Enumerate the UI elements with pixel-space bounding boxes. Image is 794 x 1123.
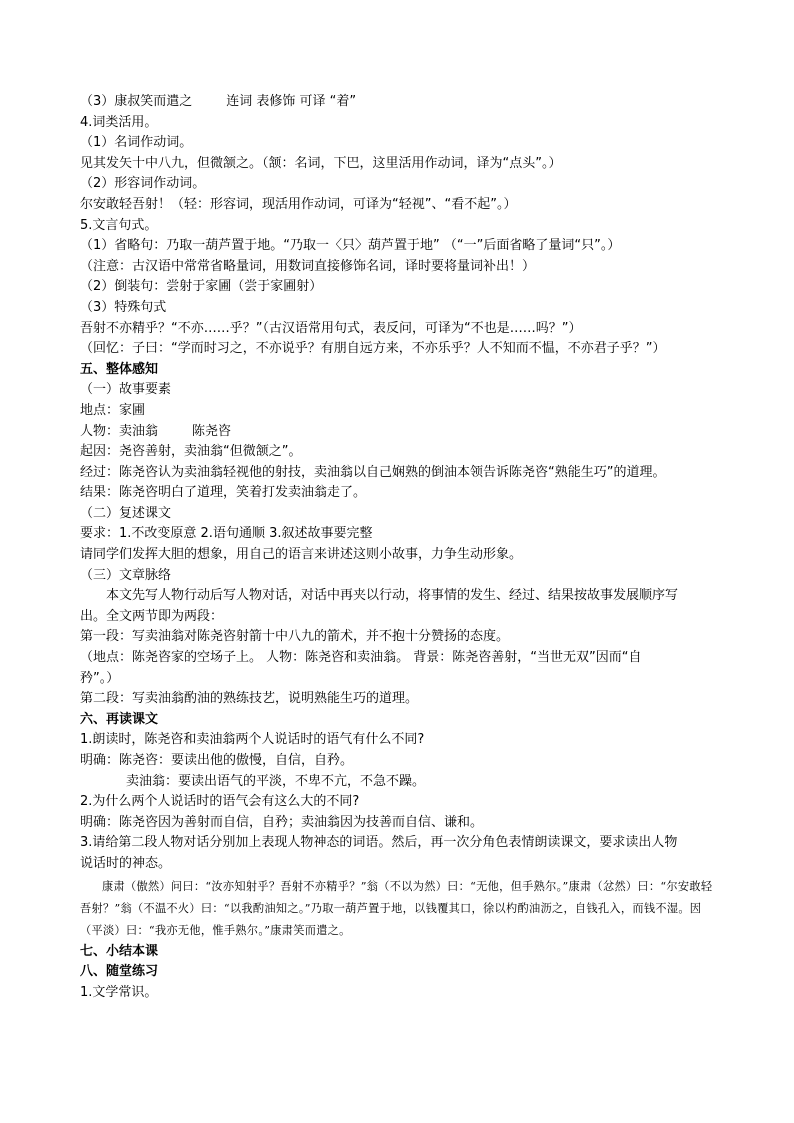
chapter-heading: 七、小结本课	[80, 943, 159, 959]
text-line: 见其发矢十中八九，但微颔之。（颔：名词，下巴，这里活用作动词，译为“点头”。）	[80, 155, 562, 171]
text-line: 起因：尧咨善射，卖油翁“但微颔之”。	[80, 444, 302, 460]
characters-line	[80, 422, 720, 443]
text-line: （1）省略句：乃取一葫芦置于地。“乃取一〈只〉葫芦置于地” （“一”后面省略了量词“只”。）	[80, 238, 621, 254]
text-line: 要求：1.不改变原意 2.语句通顺 3.叙述故事要完整	[80, 526, 373, 542]
subheading: （2）形容词作动词。	[80, 176, 206, 192]
subheading: （1）名词作动词。	[80, 135, 193, 151]
text-line: 尔安敢轻吾射！（轻：形容词，现活用作动词，可译为“轻视”、“看不起”。）	[80, 196, 517, 212]
document-page	[80, 92, 720, 1003]
subheading: （三）文章脉络	[80, 567, 172, 583]
text-line: 请同学们发挥大胆的想象，用自己的语言来讲述这则小故事，力争生动形象。	[80, 547, 523, 563]
answer-line: 明确：陈尧咨：要读出他的傲慢，自信，自矜。	[80, 753, 354, 768]
chapter-heading: 五、整体感知	[80, 361, 159, 377]
paragraph-start: 本文先写人物行动后写人物对话，对话中再夹以行动，将事情的发生、经过、结果按故事发展顺序写	[106, 588, 679, 604]
usage-example-line	[80, 92, 720, 113]
text-line: 吾射不亦精乎？“不亦……乎？”（古汉语常用句式，表反问，可译为“不也是……吗？”）	[80, 320, 582, 336]
subheading: （二）复述课文	[80, 505, 172, 521]
usage-note: 连词 表修饰 可译 “着”	[226, 94, 357, 109]
question-line: 1.朗读时，陈尧咨和卖油翁两个人说话时的语气有什么不同?	[80, 732, 425, 748]
chapter-heading: 八、随堂练习	[80, 964, 159, 980]
text-line: 出。全文两节即为两段：	[80, 608, 224, 624]
question-line: 说话时的神态。	[80, 855, 172, 871]
text-line: 经过：陈尧咨认为卖油翁轻视他的射技，卖油翁以自己娴熟的倒油本领告诉陈尧咨“熟能生巧”的道理。	[80, 464, 666, 480]
section-heading: 5.文言句式。	[80, 217, 158, 233]
text-line: 第一段：写卖油翁对陈尧咨射箭十中八九的箭术，并不抱十分赞扬的态度。	[80, 629, 510, 645]
text-line: 地点：家圃	[80, 402, 146, 418]
text-line: 第二段：写卖油翁酌油的熟练技艺，说明熟能生巧的道理。	[80, 691, 419, 707]
example-sentence: （3）康叔笑而遣之	[80, 94, 193, 109]
answer-line: 明确：陈尧咨因为善射而自信，自矜；卖油翁因为技善而自信、谦和。	[80, 814, 484, 830]
question-line: 3.请给第二段人物对话分别加上表现人物神态的词语。然后，再一次分角色表情朗读课文，要求读出人物	[80, 835, 678, 851]
text-line: 1.文学常识。	[80, 984, 158, 1000]
text-line: （地点：陈尧咨家的空场子上。 人物：陈尧咨和卖油翁。 背景：陈尧咨善射，“当世无双”因而“自	[80, 650, 642, 666]
subheading: （3）特殊句式	[80, 299, 167, 315]
dialogue-passage: 康肃（傲然）问曰：“汝亦知射乎？吾射不亦精乎？”翁（不以为然）曰：“无他，但手熟尔。”康肃（忿然）曰：“尔安敢轻吾射？”翁（不温不火）曰：“以我酌油知之。”乃取一葫芦置于地，以钱覆其口，徐以杓酌油沥之，自钱孔入，而钱不湿。因（平淡）曰：“我亦无他，惟手熟尔。”康肃笑而遣之。	[80, 879, 713, 937]
text-line: （注意：古汉语中常常省略量词，用数词直接修饰名词，译时要将量词补出！）	[80, 258, 536, 274]
section-heading: 4.词类活用。	[80, 114, 158, 130]
text-line: （2）倒装句：尝射于家圃（尝于家圃射）	[80, 279, 323, 295]
answer-line: 卖油翁：要读出语气的平淡，不卑不亢，不急不躁。	[126, 773, 426, 789]
chapter-heading: 六、再读课文	[80, 711, 159, 727]
text-line: 结果：陈尧咨明白了道理，笑着打发卖油翁走了。	[80, 485, 367, 501]
characters-label: 人物：卖油翁	[80, 423, 159, 439]
question-line: 2.为什么两个人说话时的语气会有这么大的不同?	[80, 794, 360, 810]
subheading: （一）故事要素	[80, 382, 172, 398]
text-line: （回忆：子曰：“学而时习之，不亦说乎？有朋自远方来，不亦乐乎？人不知而不愠，不亦君子乎？”）	[80, 341, 666, 357]
text-line: 矜”。）	[80, 670, 120, 686]
characters-second: 陈尧咨	[192, 423, 232, 439]
